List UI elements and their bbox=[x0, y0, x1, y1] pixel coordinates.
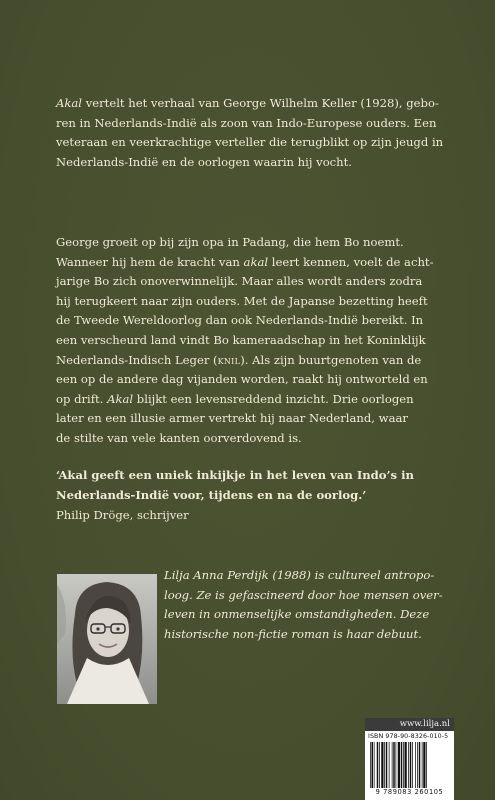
knil-smallcaps: knil bbox=[217, 352, 241, 367]
blurb-line: Nederlands-Indisch Leger (knil). Als zijn buurtgenoten van de bbox=[56, 352, 422, 367]
blurb-line: een verscheurd land vindt Bo kameraadschap in het Koninklijk bbox=[56, 332, 426, 347]
bio-line: leven in onmenselijke omstandigheden. Deze bbox=[164, 607, 430, 622]
author-photo bbox=[57, 574, 157, 704]
blurb-line: ren in Nederlands-Indië als zoon van Indo-Europese ouders. Een bbox=[56, 115, 437, 130]
book-title-italic: Akal bbox=[107, 391, 134, 406]
bio-line: historische non-fictie roman is haar debuut. bbox=[164, 626, 422, 641]
blurb-line: op drift. Akal blijkt een levensreddend inzicht. Drie oorlogen bbox=[56, 391, 414, 406]
author-portrait-image bbox=[57, 574, 157, 704]
akal-italic: akal bbox=[243, 254, 269, 269]
blurb-line: Nederlands-Indië en de oorlogen waarin hij vocht. bbox=[56, 154, 352, 169]
quote-line: ‘Akal geeft een uniek inkijkje in het leven van Indo’s in bbox=[56, 468, 414, 482]
bio-line: loog. Ze is gefascineerd door hoe mensen over- bbox=[164, 587, 443, 602]
quote-attribution: Philip Dröge, schrijver bbox=[56, 508, 189, 522]
review-quote bbox=[56, 466, 456, 505]
blurb-line: Wanneer hij hem de kracht van akal leert kennen, voelt de acht- bbox=[56, 254, 434, 269]
barcode-number: 9 789083 260105 bbox=[375, 788, 444, 796]
blurb-line: jarige Bo zich onoverwinnelijk. Maar alles wordt anders zodra bbox=[56, 274, 423, 289]
blurb-line: Akal vertelt het verhaal van George Wilhelm Keller (1928), gebo- bbox=[56, 96, 439, 110]
blurb-line: de Tweede Wereldoorlog dan ook Nederlands-Indië bereikt. In bbox=[56, 313, 424, 328]
bio-line: Lilja Anna Perdijk (1988) is cultureel antropo- bbox=[164, 568, 435, 582]
blurb-paragraph-2 bbox=[56, 233, 450, 449]
publisher-website: www.lilja.nl bbox=[365, 718, 454, 731]
blurb-line: hij terugkeert naar zijn ouders. Met de Japanse bezetting heeft bbox=[56, 293, 428, 308]
barcode-label bbox=[365, 718, 454, 800]
book-title-italic: Akal bbox=[56, 96, 83, 110]
barcode-bars-icon bbox=[370, 742, 450, 788]
quote-line: Nederlands-Indië voor, tijdens en na de oorlog.’ bbox=[56, 487, 367, 502]
blurb-line: een op de andere dag vijanden worden, raakt hij ontworteld en bbox=[56, 372, 428, 387]
blurb-line: de stilte van vele kanten oorverdovend is. bbox=[56, 430, 302, 445]
blurb-line: George groeit op bij zijn opa in Padang, die hem Bo noemt. bbox=[56, 235, 404, 249]
isbn-text: ISBN 978-90-8326-010-5 bbox=[368, 733, 449, 740]
blurb-paragraph-1 bbox=[56, 94, 450, 172]
blurb-line: veteraan en veerkrachtige verteller die terugblikt op zijn jeugd in bbox=[56, 135, 444, 150]
author-bio bbox=[164, 566, 454, 644]
blurb-line: later en een illusie armer vertrekt hij naar Nederland, waar bbox=[56, 411, 408, 426]
